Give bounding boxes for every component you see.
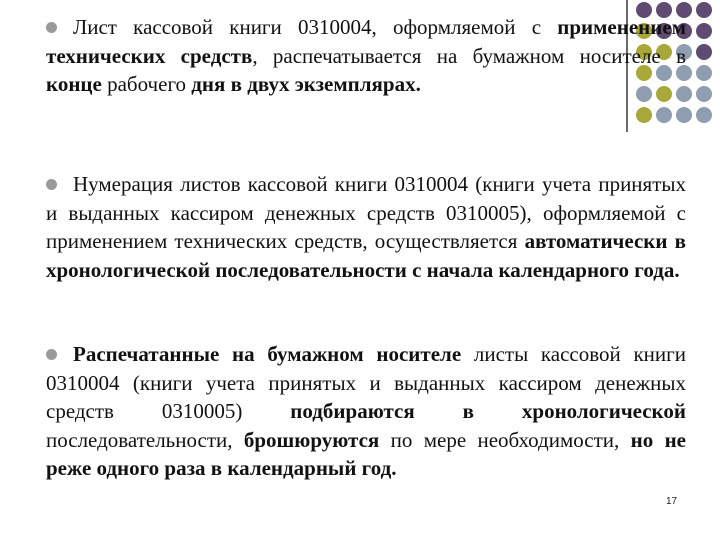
text-segment: автоматически в хронологической последовательности с начала календарного года. (46, 229, 686, 282)
text-segment: Нумерация листов кассовой книги 0310004 (книги учета принятых и выданных кассиром денежных средств 0310005), оформляемой с применением технических средств, осуществляется (46, 172, 686, 254)
text-segment: подбираются в хронологической (290, 399, 686, 424)
text-segment: но не реже одного раза в календарный год. (46, 427, 686, 481)
bullet-icon (46, 179, 57, 190)
bullet-icon (46, 22, 57, 33)
text-segment: листы кассовой книги 0310004 (книги учета принятых и выданных кассиром денежных средств 0310005) (46, 342, 686, 424)
text-segment: конце (46, 72, 102, 97)
paragraph-sheet-numbering (46, 170, 686, 284)
text-segment: брошюруются (243, 427, 380, 452)
paragraph-binding-of-sheets (46, 340, 686, 483)
decorative-dot (696, 44, 712, 60)
decorative-dot (676, 107, 692, 123)
bullet-icon (46, 349, 57, 360)
paragraph-cash-book-printing (46, 13, 686, 99)
decorative-dot (656, 107, 672, 123)
text-segment: последовательности, (46, 427, 244, 452)
decorative-dot (696, 2, 712, 18)
decorative-dot (696, 23, 712, 39)
text-segment: рабочего (101, 72, 192, 97)
text-segment: по мере необходимости, (379, 427, 631, 452)
text-segment: Лист кассовой книги 0310004, оформляемой с (73, 15, 558, 39)
text-segment: дня в двух экземплярах. (191, 72, 421, 97)
decorative-dot (696, 65, 712, 81)
text-segment: Распечатанные на бумажном носителе (73, 342, 462, 366)
decorative-dot (636, 107, 652, 123)
text-segment: , распечатывается на бумажном носителе в (252, 43, 686, 68)
page-number: 17 (666, 496, 678, 507)
decorative-dot (696, 107, 712, 123)
decorative-dot (696, 86, 712, 102)
text-segment: применением технических средств (46, 15, 686, 68)
